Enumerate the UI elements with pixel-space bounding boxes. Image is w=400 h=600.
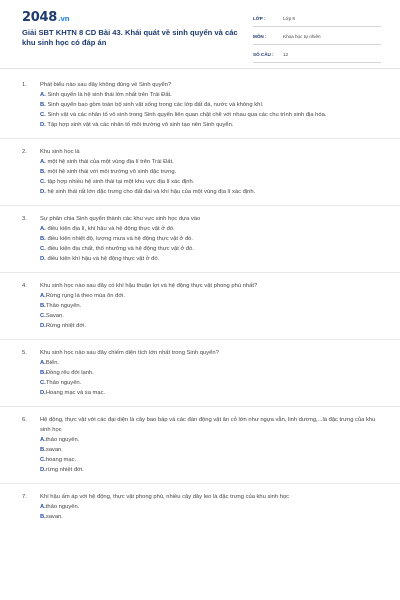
question-divider <box>0 138 400 139</box>
option-b <box>40 512 382 522</box>
option-b <box>40 234 382 244</box>
meta-label: LỚP : <box>253 16 266 21</box>
option-d <box>40 120 382 130</box>
option-text: savan. <box>45 447 63 453</box>
option-letter: B. <box>40 303 46 309</box>
option-letter: C. <box>40 457 46 463</box>
option-letter: C. <box>40 179 46 185</box>
question-text: Khu sinh học là <box>40 149 80 155</box>
meta-label: MÔN : <box>253 34 267 39</box>
option-text: Savan. <box>45 313 64 319</box>
option-letter: B. <box>40 370 46 376</box>
option-d <box>40 388 382 398</box>
question-text: Khu sinh học nào sau đây chiếm diện tích lớn nhất trong Sinh quyển? <box>40 350 219 356</box>
option-letter: B. <box>40 236 46 242</box>
option-text: Thảo nguyên. <box>45 303 82 309</box>
header <box>0 0 400 66</box>
option-letter: B. <box>40 169 46 175</box>
option-letter: D. <box>40 122 46 128</box>
question-number: 7. <box>22 494 27 500</box>
option-text: hoang mạc. <box>45 457 77 463</box>
header-divider <box>0 68 400 69</box>
option-letter: B. <box>40 102 46 108</box>
page-title: Giải SBT KHTN 8 CD Bài 43. Khái quát về sinh quyển và các khu sinh học có đáp án <box>22 28 238 47</box>
meta-value: Khoa học tự nhiên <box>283 34 321 39</box>
option-a <box>40 291 382 301</box>
option-letter: A. <box>40 360 46 366</box>
meta-row-class <box>253 11 381 27</box>
option-c <box>40 110 382 120</box>
logo-suffix: .vn <box>57 15 70 23</box>
question-3 <box>0 214 400 264</box>
option-letter: C. <box>40 112 46 118</box>
question-number: 1. <box>22 82 27 88</box>
option-letter: D. <box>40 390 46 396</box>
question-text: Khí hậu ấm áp với hệ động, thực vật phong phú, nhiều cây dây leo là đặc trưng của khu sinh học <box>40 494 290 500</box>
option-b <box>40 167 382 177</box>
option-letter: D. <box>40 323 46 329</box>
question-number: 4. <box>22 283 27 289</box>
question-list <box>0 80 400 522</box>
option-letter: A. <box>40 437 46 443</box>
option-letter: A. <box>40 92 46 98</box>
option-d <box>40 187 382 197</box>
question-4 <box>0 281 400 331</box>
question-number: 3. <box>22 216 27 222</box>
question-5 <box>0 348 400 398</box>
option-letter: D. <box>40 467 46 473</box>
question-divider <box>0 272 400 273</box>
logo-main: 2048 <box>22 10 57 25</box>
meta-row-count <box>253 47 381 63</box>
option-text: Đồng rêu đới lạnh. <box>45 370 94 376</box>
option-letter: C. <box>40 246 46 252</box>
question-divider <box>0 406 400 407</box>
option-letter: D. <box>40 189 46 195</box>
option-text: Thảo nguyên. <box>45 380 82 386</box>
option-letter: A. <box>40 504 46 510</box>
question-divider <box>0 339 400 340</box>
question-1 <box>0 80 400 130</box>
option-d <box>40 254 382 264</box>
option-d <box>40 321 382 331</box>
option-text: Biển. <box>45 360 60 366</box>
option-text: điều kiện khí hậu và hệ động thực vật ở đó. <box>47 256 160 262</box>
meta-label: SỐ CÂU : <box>253 52 274 57</box>
site-logo[interactable] <box>22 10 69 25</box>
option-text: Hoang mạc và sa mạc. <box>45 390 106 396</box>
question-number: 6. <box>22 417 27 423</box>
option-a <box>40 435 382 445</box>
question-divider <box>0 483 400 484</box>
option-d <box>40 465 382 475</box>
option-text: Sinh vật và các nhân tố vô sinh trong Sinh quyển liên quan chặt chẽ với nhau qua các chu trình sinh địa hóa. <box>47 112 327 118</box>
option-text: điều kiện địa lí, khí hậu và hệ động thực vật ở đó. <box>47 226 175 232</box>
option-letter: A. <box>40 159 46 165</box>
option-letter: A. <box>40 293 46 299</box>
option-b <box>40 301 382 311</box>
question-7 <box>0 492 400 522</box>
meta-value: Lớp 8 <box>283 16 295 21</box>
question-divider <box>0 205 400 206</box>
question-number: 5. <box>22 350 27 356</box>
meta-row-subject <box>253 29 381 45</box>
option-letter: C. <box>40 313 46 319</box>
option-a <box>40 90 382 100</box>
option-text: điều kiện nhiệt độ, lượng mưa và hệ động thực vật ở đó. <box>47 236 194 242</box>
option-a <box>40 157 382 167</box>
option-c <box>40 244 382 254</box>
option-text: thảo nguyên. <box>45 437 80 443</box>
question-text: Hệ động, thực vật với các đại diện là cây bao báp và các đàn động vật ăn cỏ lớn như ngựa vằn, linh dương,...là đặc trưng của khu sinh học <box>40 417 376 433</box>
option-text: hệ sinh thái rất lớn đặc trưng cho đất đai và khí hậu của một vùng địa lí xác định. <box>47 189 256 195</box>
meta-box <box>253 11 381 65</box>
option-letter: B. <box>40 447 46 453</box>
meta-value: 12 <box>283 52 289 57</box>
option-text: Sinh quyển là hệ sinh thái lớn nhất trên Trái Đất. <box>47 92 172 98</box>
question-text: Khu sinh học nào sau đây có khí hậu thuận lợi và hệ động thực vật phong phú nhất? <box>40 283 258 289</box>
option-letter: C. <box>40 380 46 386</box>
option-b <box>40 445 382 455</box>
option-a <box>40 502 382 512</box>
option-text: thảo nguyên. <box>45 504 80 510</box>
option-letter: B. <box>40 514 46 520</box>
option-text: savan. <box>45 514 63 520</box>
question-text: Sự phân chia Sinh quyển thành các khu vực sinh học dựa vào <box>40 216 201 222</box>
option-text: một hệ sinh thái với môi trường vô sinh đặc trưng. <box>47 169 177 175</box>
option-b <box>40 100 382 110</box>
option-text: Rừng nhiệt đới. <box>45 323 87 329</box>
option-text: một hệ sinh thái của một vùng địa lí trên Trái Đất. <box>47 159 174 165</box>
option-a <box>40 224 382 234</box>
option-c <box>40 311 382 321</box>
option-c <box>40 177 382 187</box>
option-c <box>40 455 382 465</box>
option-c <box>40 378 382 388</box>
option-text: điều kiện địa chất, thổ nhưỡng và hệ động thực vật ở đó. <box>47 246 194 252</box>
question-number: 2. <box>22 149 27 155</box>
option-text: Rừng rụng lá theo mùa ôn đới. <box>45 293 126 299</box>
question-2 <box>0 147 400 197</box>
option-letter: A. <box>40 226 46 232</box>
question-text: Phát biểu nào sau đây không đúng về Sinh quyển? <box>40 82 172 88</box>
option-text: rừng nhiệt đới. <box>45 467 84 473</box>
option-text: Tập hợp sinh vật và các nhân tố môi trường vô sinh tạo nên Sinh quyển. <box>47 122 234 128</box>
option-a <box>40 358 382 368</box>
option-text: Sinh quyển bao gồm toàn bộ sinh vật sống trong các lớp đất đá, nước và không khí. <box>47 102 264 108</box>
question-6 <box>0 415 400 475</box>
option-b <box>40 368 382 378</box>
option-text: tập hợp nhiều hệ sinh thái tại một khu vực địa lí xác định. <box>47 179 195 185</box>
option-letter: D. <box>40 256 46 262</box>
